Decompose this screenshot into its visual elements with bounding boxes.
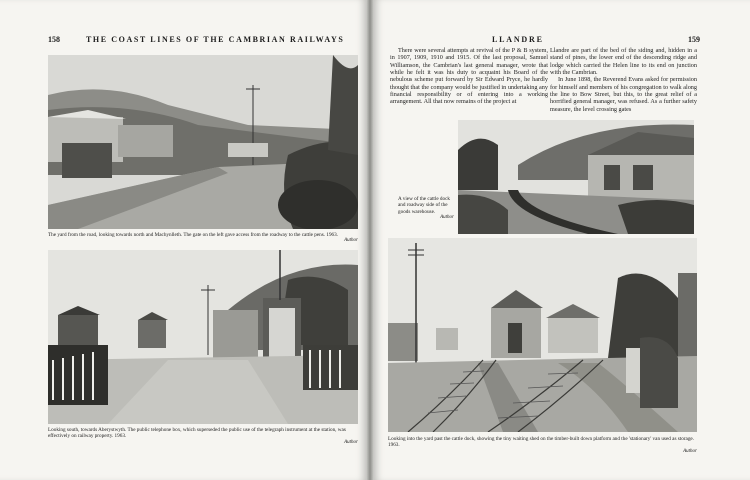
left-running-head: THE COAST LINES OF THE CAMBRIAN RAILWAYS <box>86 35 345 44</box>
caption-looking-south: Looking south, towards Aberystwyth. The public telephone box, which superseded the public use of the telegraph instrument at the station, was effectively on railway property. 1963. Author <box>48 427 358 445</box>
right-page-number: 159 <box>688 35 700 44</box>
body-paragraph: There were several attempts at revival of the P & B system, in 1907, 1909, 1910 and 1915. Of the last proposal, Samuel Williamson, the Cambrian's last general manager, wrote that while he felt it was his duty to acquaint his Board of the nebulous scheme put forward by Sir Edward Pryce, he hardly thought that the company would be justified in undertaking any financial responsibility or of entering into a working arrangement. All that now remains of the project at <box>390 47 548 106</box>
book-gutter <box>366 0 374 480</box>
credit-cattle-dock: Author <box>440 215 454 221</box>
left-page <box>0 0 366 480</box>
photo-yard <box>388 238 697 432</box>
credit-looking-south: Author <box>344 439 358 445</box>
body-paragraph: Llandre are part of the bed of the siding and, hidden in a stand of pines, the lower end of the descending ridge and lodge which carried the Helen line to its end on junction with the Cambrian. <box>550 47 697 77</box>
body-column-left <box>390 47 548 106</box>
right-page <box>374 0 750 480</box>
left-page-number: 158 <box>48 35 60 44</box>
caption-road-view: The yard from the road, looking towards north and Machynlleth. The gate on the left gave access from the roadway to the cattle pens. 1963. Author <box>48 232 358 244</box>
credit-yard: Author <box>683 448 697 454</box>
photo-looking-south <box>48 250 358 424</box>
photo-road-view <box>48 55 358 229</box>
right-running-head: LLANDRE <box>492 35 544 44</box>
caption-yard: Looking into the yard past the cattle dock, showing the tiny waiting shed on the timber-built down platform and the 'stationary' van used as storage. 1963. Author <box>388 436 697 454</box>
credit-road-view: Author <box>344 238 358 244</box>
photo-cattle-dock <box>458 120 694 234</box>
body-column-right <box>550 47 697 113</box>
caption-cattle-dock: A view of the cattle dock and roadway side of the goods warehouse. Author <box>398 196 454 221</box>
body-paragraph: In June 1898, the Reverend Evans asked for permission for himself and members of his congregation to walk along the line to Bow Street, but this, to the great relief of a horrified general manager, was refused. As a further safety measure, the level crossing gates <box>550 76 697 113</box>
